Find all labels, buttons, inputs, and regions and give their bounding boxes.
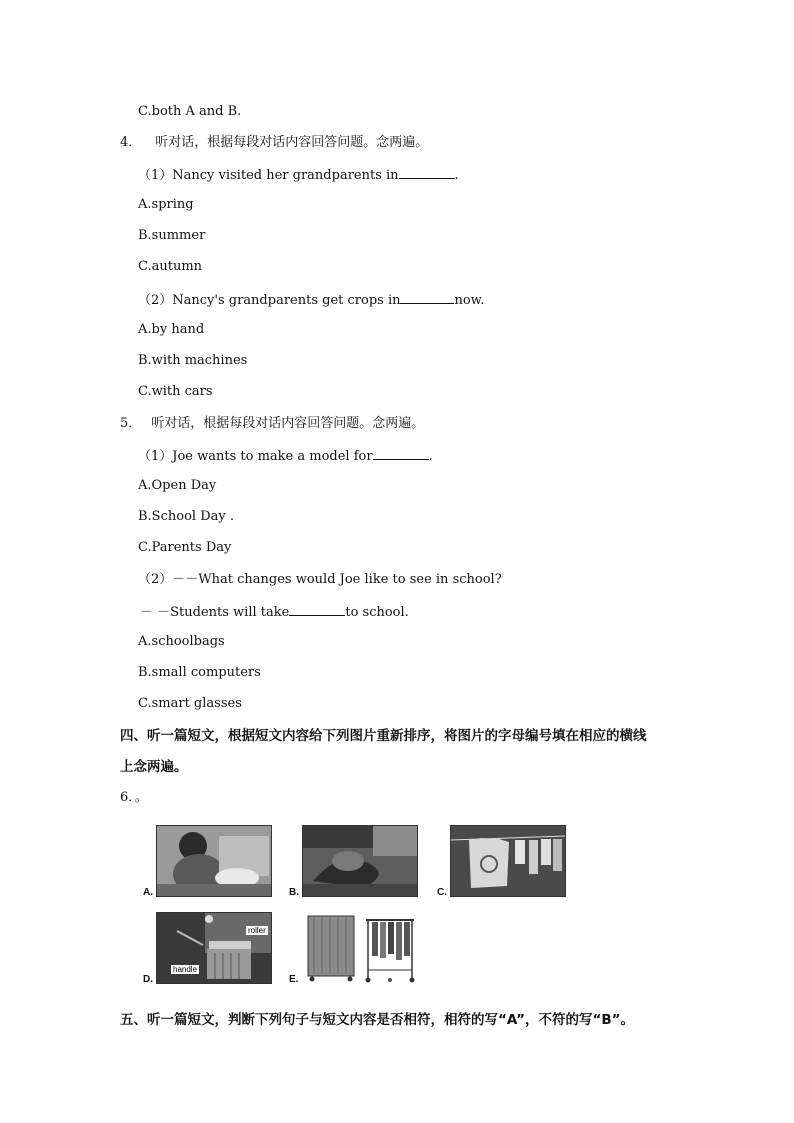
option-a: A.by hand	[138, 322, 205, 337]
picture-c	[450, 825, 566, 897]
picture-label: E.	[289, 974, 299, 985]
question-5-2-answer	[140, 603, 409, 621]
question-5-1	[138, 447, 433, 465]
question-instruction: 听对话，根据每段对话内容回答问题。念两遍。	[155, 135, 429, 150]
answer-blank[interactable]	[400, 291, 454, 304]
option-c: C.smart glasses	[138, 696, 242, 711]
picture-d	[156, 912, 272, 984]
roller-tag: roller	[248, 926, 266, 935]
question-text: － －Students will take	[140, 605, 290, 620]
answer-blank[interactable]	[373, 447, 429, 460]
picture-b	[302, 825, 418, 897]
question-text-end: now.	[454, 293, 485, 308]
section-4-heading-cont: 上念两遍。	[120, 759, 188, 775]
dryer-and-clothes-rack-image	[302, 912, 422, 984]
question-text-end: .	[428, 449, 433, 464]
option-c: C.autumn	[138, 259, 203, 274]
question-instruction: 听对话，根据每段对话内容回答问题。念两遍。	[151, 416, 425, 431]
option-a: A.Open Day	[138, 478, 217, 493]
question-text: （2）Nancy's grandparents get crops in	[138, 293, 401, 308]
question-4-2	[138, 291, 484, 309]
picture-a	[156, 825, 272, 897]
question-number: 5．	[120, 416, 142, 431]
person-washing-at-river-image	[303, 826, 417, 896]
question-text-end: .	[454, 168, 459, 183]
person-washing-clothes-image	[157, 826, 271, 896]
option-c: C.with cars	[138, 384, 213, 399]
option-b: B.School Day .	[138, 509, 234, 524]
question-6: 6．。	[120, 790, 148, 805]
option-a: A.spring	[138, 197, 194, 212]
option-b: B.summer	[138, 228, 206, 243]
question-5-heading	[120, 416, 424, 432]
option-a: A.schoolbags	[138, 634, 225, 649]
question-4-heading	[120, 135, 428, 151]
clothes-line-image	[451, 826, 565, 896]
section-5-heading: 五、听一篇短文，判断下列句子与短文内容是否相符，相符的写“A”，不符的写“B”。	[120, 1012, 634, 1028]
question-text-end: to school.	[345, 605, 409, 620]
picture-e	[302, 912, 422, 984]
question-number: 4．	[120, 135, 142, 150]
option-b: B.small computers	[138, 665, 261, 680]
question-text: （1）Nancy visited her grandparents in	[138, 168, 399, 183]
question-5-2: （2）－－What changes would Joe like to see in school?	[138, 572, 502, 587]
question-4-1	[138, 166, 459, 184]
option-b: B.with machines	[138, 353, 248, 368]
answer-blank[interactable]	[289, 603, 345, 616]
picture-label: D.	[143, 974, 153, 985]
handle-tag: handle	[173, 965, 198, 974]
section-4-heading: 四、听一篇短文，根据短文内容给下列图片重新排序，将图片的字母编号填在相应的横线	[120, 728, 647, 744]
picture-label: B.	[289, 887, 299, 898]
answer-blank[interactable]	[399, 166, 455, 179]
picture-label: A.	[143, 887, 153, 898]
option-c: C.Parents Day	[138, 540, 232, 555]
picture-label: C.	[437, 887, 447, 898]
option-line: C.both A and B.	[138, 104, 242, 119]
question-text: （1）Joe wants to make a model for	[138, 449, 373, 464]
